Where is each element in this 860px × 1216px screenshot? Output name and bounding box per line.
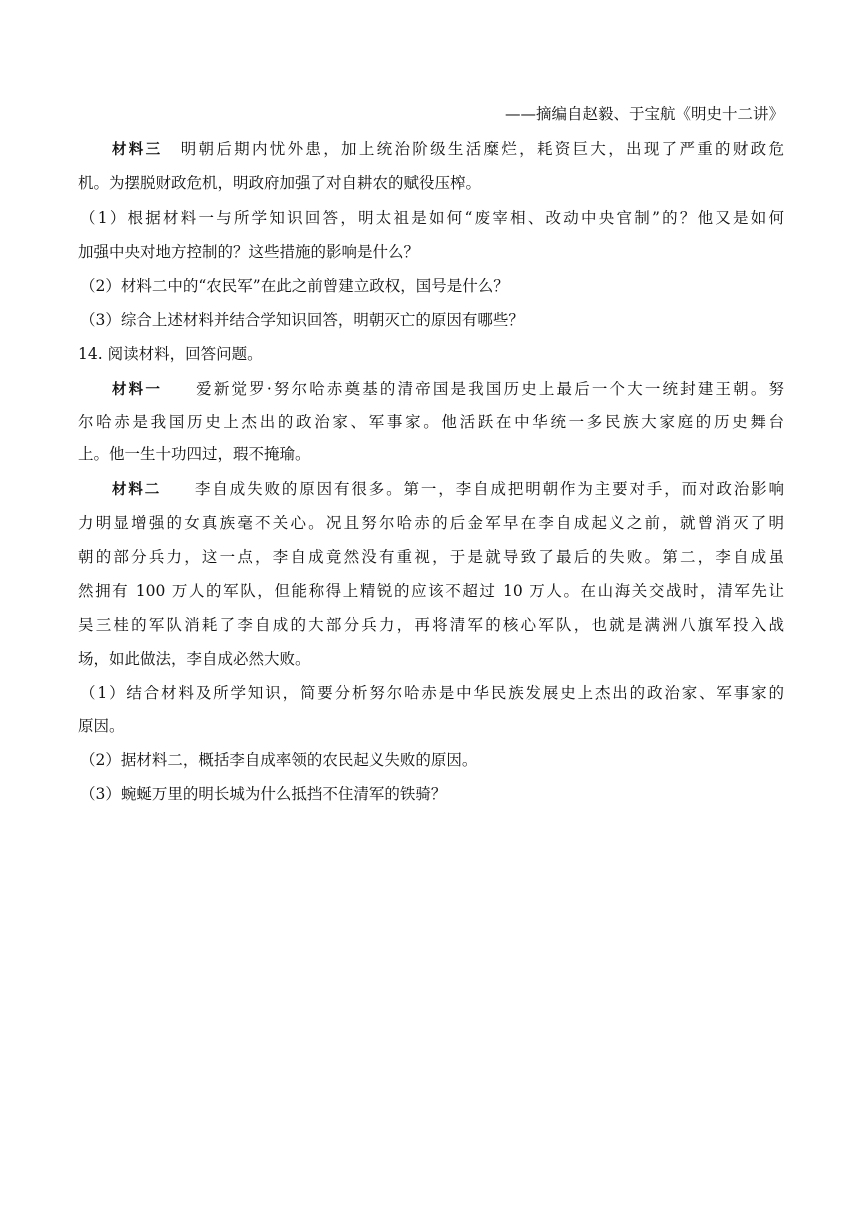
material-one-line <box>112 379 784 401</box>
material-text-line: 然拥有 100 万人的军队，但能称得上精锐的应该不超过 10 万人。在山海关交战时，清军先让 <box>78 582 784 600</box>
material-label: 材料二 <box>112 482 162 498</box>
material-text-line: 朝的部分兵力，这一点，李自成竟然没有重视，于是就导致了最后的失败。第二，李自成虽 <box>78 548 784 566</box>
material-text-line: 尔哈赤是我国历史上杰出的政治家、军事家。他活跃在中华统一多民族大家庭的历史舞台 <box>78 413 784 431</box>
question-2: （2）据材料二，概括李自成率领的农民起义失败的原因。 <box>80 751 478 769</box>
question-3: （3）蜿蜒万里的明长城为什么抵挡不住清军的铁骑？ <box>80 785 447 803</box>
material-label: 材料一 <box>112 382 162 398</box>
material-text: 爱新觉罗·努尔哈赤奠基的清帝国是我国历史上最后一个大一统封建王朝。努 <box>194 380 784 398</box>
question-1-line: 加强中央对地方控制的？这些措施的影响是什么？ <box>78 243 420 261</box>
material-label: 材料三 <box>112 142 163 158</box>
material-three-line <box>112 139 784 161</box>
material-two-line <box>112 479 784 501</box>
source-citation: ——摘编自赵毅、于宝航《明史十二讲》 <box>504 105 784 123</box>
question-2: （2）材料二中的“农民军”在此之前曾建立政权，国号是什么？ <box>80 277 509 295</box>
material-text: 明朝后期内忧外患，加上统治阶级生活糜烂，耗资巨大，出现了严重的财政危 <box>178 140 784 158</box>
question-1-line: 原因。 <box>78 717 125 735</box>
material-text-line: 力明显增强的女真族毫不关心。况且努尔哈赤的后金军早在李自成起义之前，就曾消灭了明 <box>78 514 784 532</box>
question-3: （3）综合上述材料并结合学知识回答，明朝灭亡的原因有哪些？ <box>80 311 524 329</box>
material-text-line: 吴三桂的军队消耗了李自成的大部分兵力，再将清军的核心军队，也就是满洲八旗军投入战 <box>78 616 784 634</box>
question-1-line: （1）根据材料一与所学知识回答，明太祖是如何“废宰相、改动中央官制”的？他又是如何 <box>80 209 784 227</box>
material-text-line: 场，如此做法，李自成必然大败。 <box>78 650 311 668</box>
material-text-line: 上。他一生十功四过，瑕不掩瑜。 <box>78 445 311 463</box>
question-14-heading: 14. 阅读材料，回答问题。 <box>78 345 263 363</box>
question-1-line: （1）结合材料及所学知识，简要分析努尔哈赤是中华民族发展史上杰出的政治家、军事家的 <box>80 684 784 702</box>
material-text: 李自成失败的原因有很多。第一，李自成把明朝作为主要对手，而对政治影响 <box>193 480 784 498</box>
material-text-line: 机。为摆脱财政危机，明政府加强了对自耕农的赋役压榨。 <box>78 174 482 192</box>
